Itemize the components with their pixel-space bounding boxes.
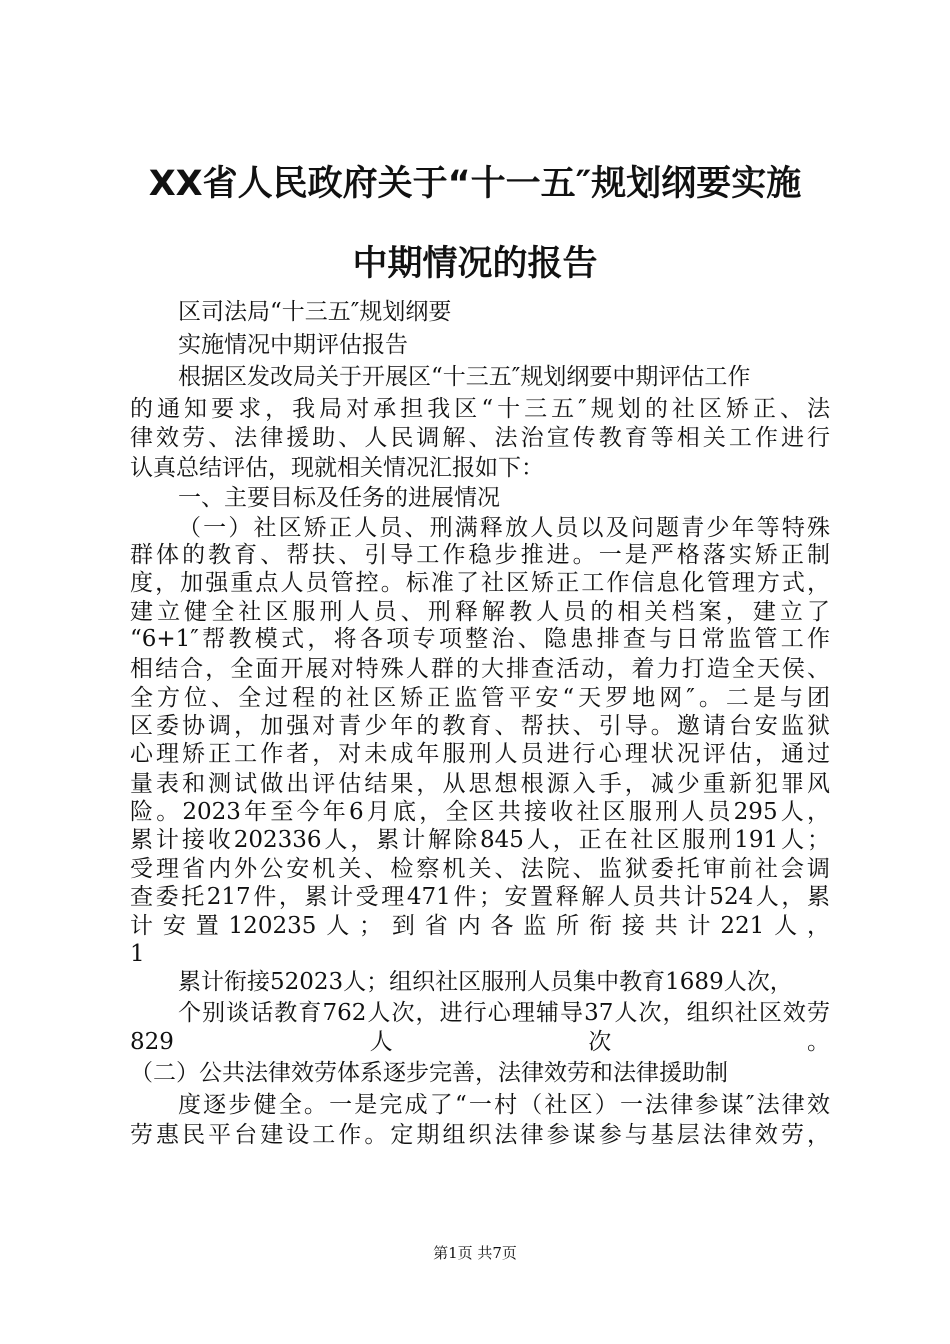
body-line: 险。2023年至今年6月底，全区共接收社区服刑人员295人， <box>130 799 830 825</box>
body-line: 829人次。 <box>130 1029 830 1055</box>
body-line: 的通知要求，我局对承担我区“十三五″规划的社区矫正、法 <box>130 396 830 422</box>
body-line: 1 <box>130 941 145 967</box>
body-line: 劳惠民平台建设工作。定期组织法律参谋参与基层法律效劳， <box>130 1122 830 1148</box>
body-line: （二）公共法律效劳体系逐步完善，法律效劳和法律援助制 <box>130 1060 728 1086</box>
body-line: 律效劳、法律援助、人民调解、法治宣传教育等相关工作进行 <box>130 425 830 451</box>
body-line: 度逐步健全。一是完成了“一村（社区）一法律参谋″法律效 <box>178 1092 830 1118</box>
body-line: 度，加强重点人员管控。标准了社区矫正工作信息化管理方式， <box>130 570 830 596</box>
body-line: 查委托217件，累计受理471件；安置释解人员共计524人，累 <box>130 884 830 910</box>
body-line: “6+1″帮教模式，将各项专项整治、隐患排查与日常监管工作 <box>130 626 830 652</box>
body-line: 量表和测试做出评估结果，从思想根源入手，减少重新犯罪风 <box>130 771 830 797</box>
body-line: 心理矫正工作者，对未成年服刑人员进行心理状况评估，通过 <box>130 741 830 767</box>
body-line: 区委协调，加强对青少年的教育、帮扶、引导。邀请台安监狱 <box>130 713 830 739</box>
body-line: 个别谈话教育762人次，进行心理辅导37人次，组织社区效劳 <box>178 1000 830 1026</box>
page-footer: 第1页 共7页 <box>433 1244 517 1262</box>
body-line: 认真总结评估，现就相关情况汇报如下： <box>130 455 544 481</box>
inline-page-number: 累计衔接52023人；组织社区服刑人员集中教育1689人次， <box>178 969 793 995</box>
body-line: 建立健全社区服刑人员、刑释解教人员的相关档案，建立了 <box>130 599 830 625</box>
body-line: 累计接收202336人，累计解除845人，正在社区服刑191人； <box>130 827 830 853</box>
body-line: 计安置120235人；到省内各监所衔接共计221人， <box>130 913 830 939</box>
body-line: 相结合，全面开展对特殊人群的大排查活动，着力打造全天侯、 <box>130 656 830 682</box>
body-line: 受理省内外公安机关、检察机关、法院、监狱委托审前社会调 <box>130 856 830 882</box>
document-title-line-2: 中期情况的报告 <box>352 244 598 284</box>
body-line: （一）社区矫正人员、刑满释放人员以及问题青少年等特殊 <box>178 515 830 541</box>
body-line: 群体的教育、帮扶、引导工作稳步推进。一是严格落实矫正制 <box>130 542 830 568</box>
body-line: 全方位、全过程的社区矫正监管平安“天罗地网″。二是与团 <box>130 685 830 711</box>
subtitle-line-1: 区司法局“十三五″规划纲要 <box>178 299 452 325</box>
section-heading: 一、主要目标及任务的进展情况 <box>178 485 500 511</box>
document-title-line-1: XX省人民政府关于“十一五″规划纲要实施 <box>148 164 802 204</box>
subtitle-line-2: 实施情况中期评估报告 <box>178 332 408 358</box>
body-line: 根据区发改局关于开展区“十三五″规划纲要中期评估工作 <box>178 364 751 390</box>
